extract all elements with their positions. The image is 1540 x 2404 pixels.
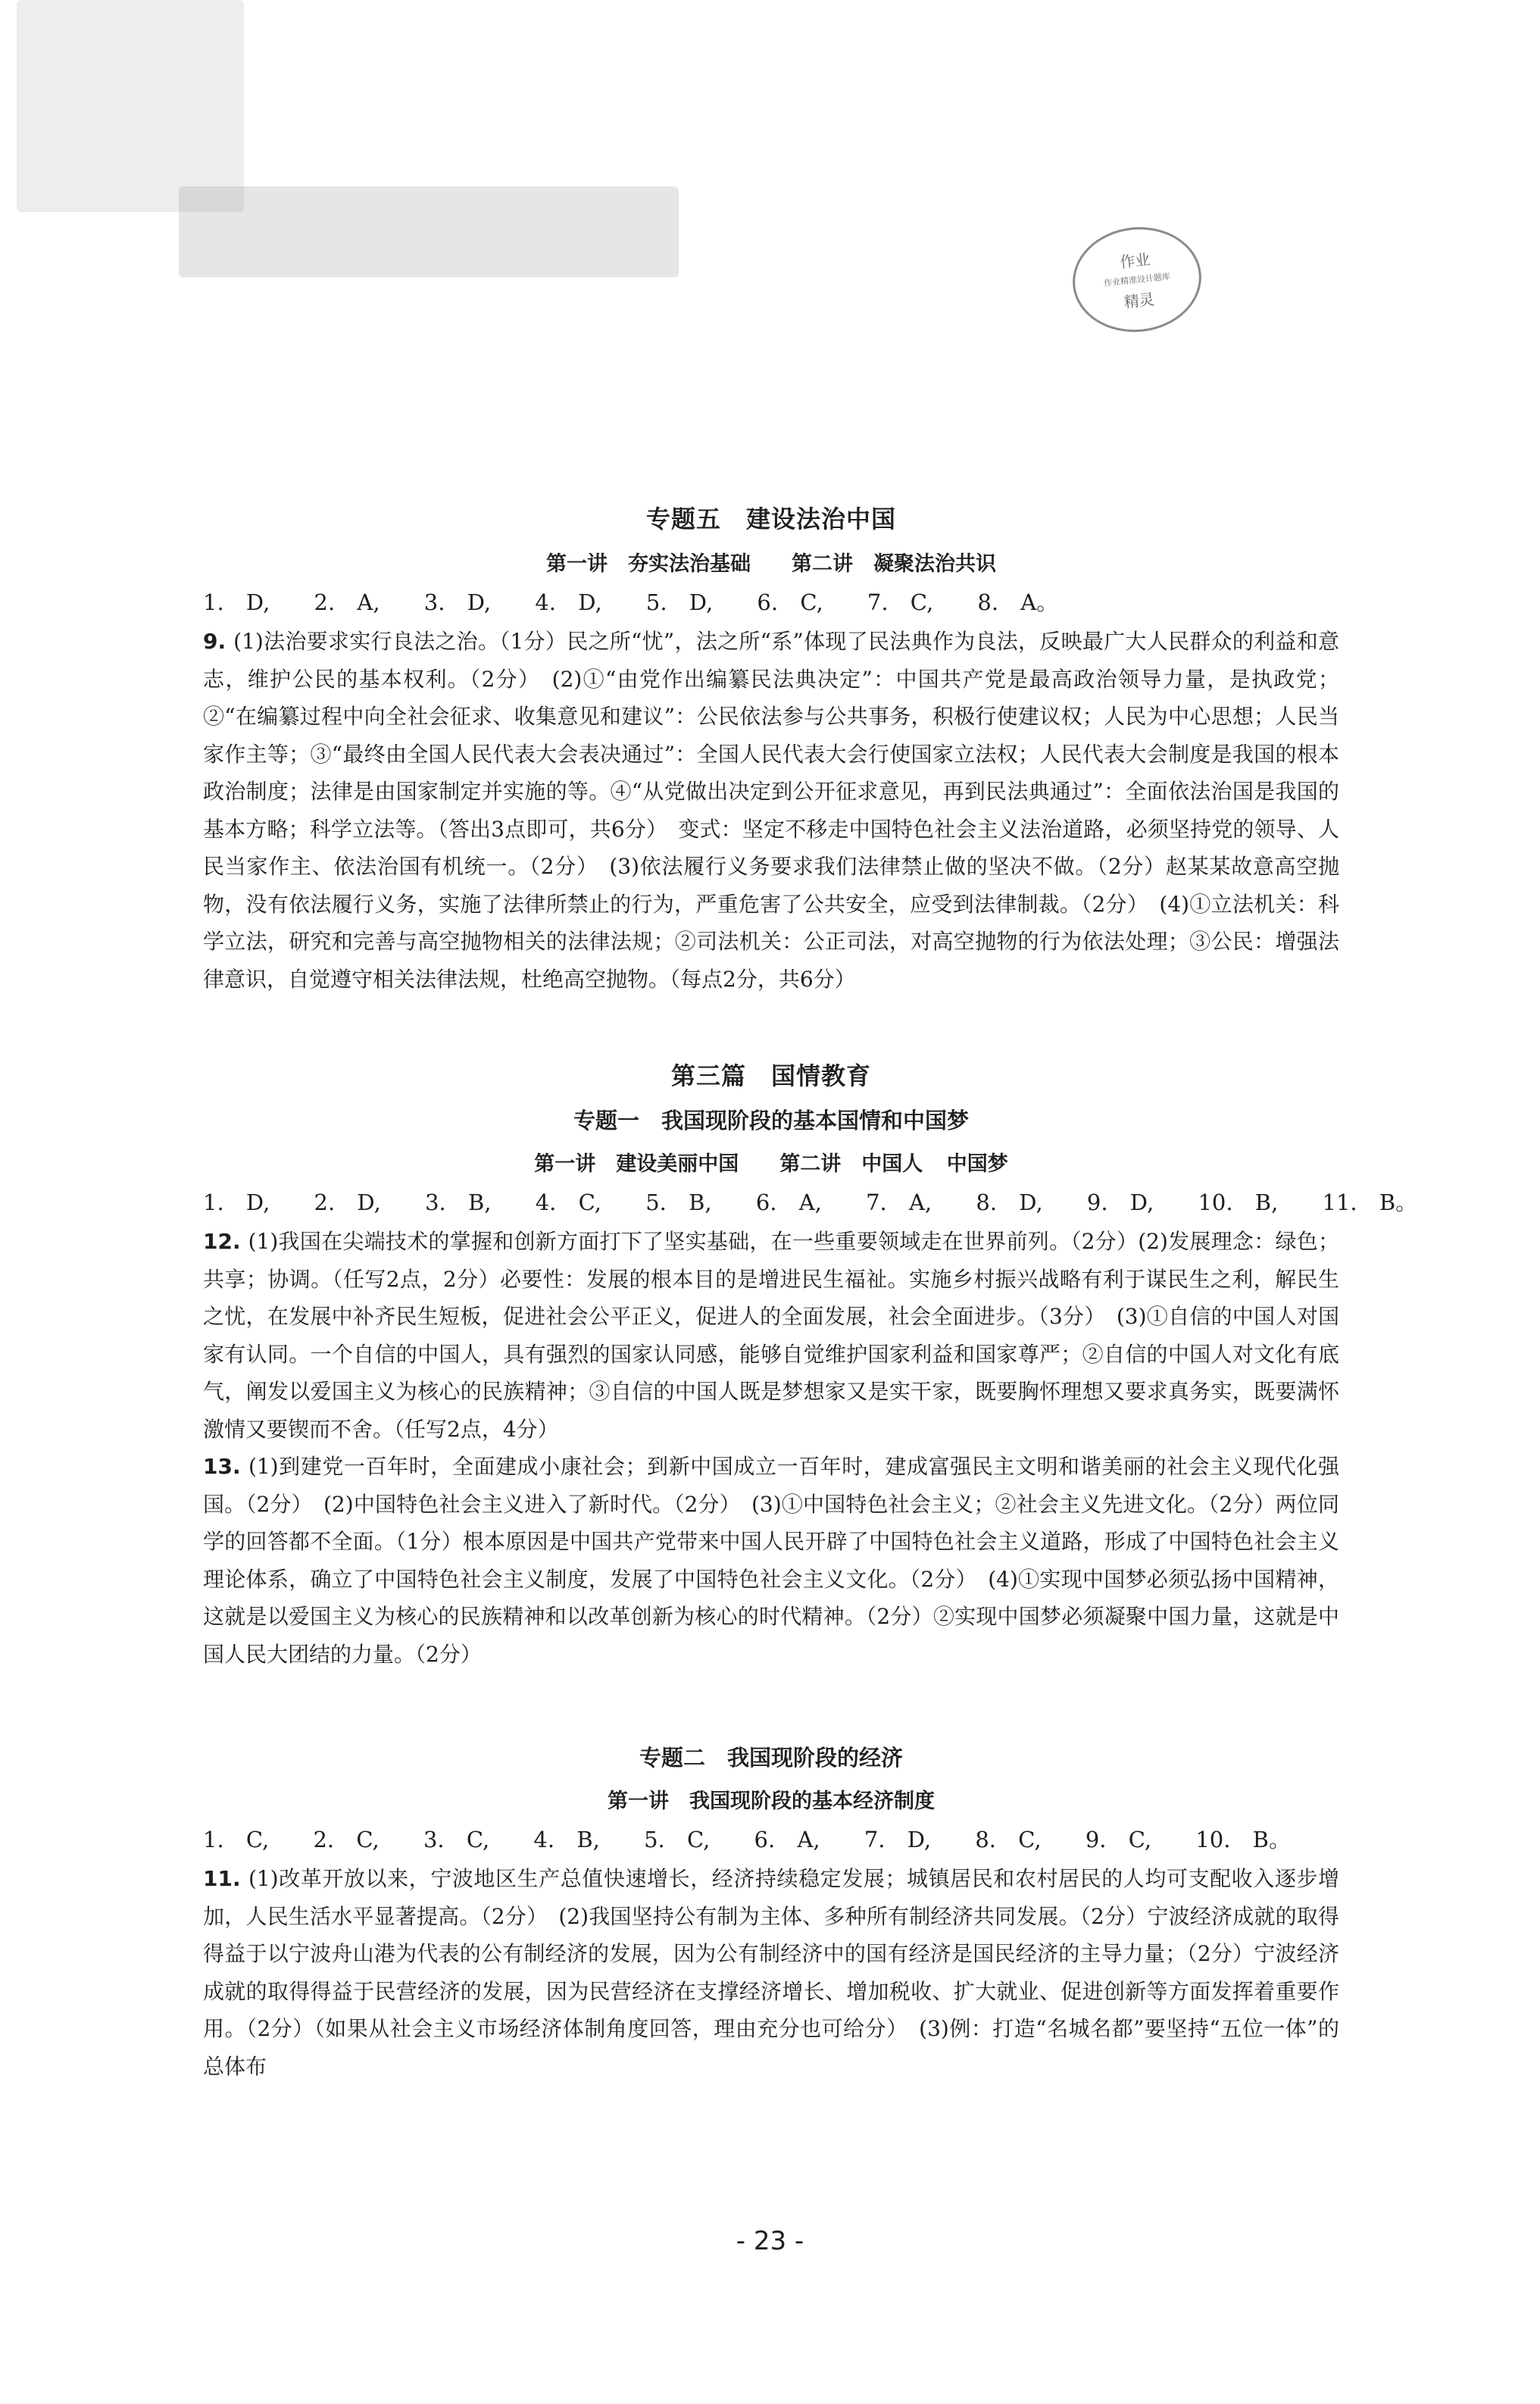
multiple-choice-answers: 1. D, 2. A, 3. D, 4. D, 5. D, 6. C, 7. C, 8. A。: [203, 589, 1059, 615]
lecture-title: 第一讲 建设美丽中国 第二讲 中国人 中国梦: [534, 1152, 1008, 1176]
scan-artifact: [17, 0, 244, 212]
part-title: 第三篇 国情教育: [670, 1061, 871, 1090]
answer-paragraph: 12. (1)我国在尖端技术的掌握和创新方面打下了坚实基础，在一些重要领域走在世界前列。（2分）(2)发展理念：绿色；共享；协调。（任写2点，2分）必要性：发展的根本目的是增进民生福祉。实施乡村振兴战略有利于谋民生之利，解民生之忧，在发展中补齐民生短板，促进社会公平正义，促进人的全面发展，社会全面进步。（3分） (3)①自信的中国人对国家有认同。一个自信的中国人，具有强烈的国家认同感，能够自觉维护国家利益和国家尊严；②自信的中国人对文化有底气，阐发以爱国主义为核心的民族精神；③自信的中国人既是梦想家又是实干家，既要胸怀理想又要求真务实，既要满怀激情又要锲而不舍。（任写2点，4分）: [203, 1229, 1339, 1442]
stamp-seal: 作业 作业精准设计题库 精灵: [1067, 220, 1206, 338]
scan-artifact: [179, 186, 679, 277]
multiple-choice-answers: 1. D, 2. D, 3. B, 4. C, 5. B, 6. A, 7. A, 8. D, 9. D, 10. B, 11. B。: [203, 1189, 1418, 1215]
section-topic-5: [203, 500, 1339, 998]
lecture-title: 第一讲 我国现阶段的基本经济制度: [608, 1790, 935, 1813]
answer-paragraph: 9. (1)法治要求实行良法之治。（1分）民之所“忧”，法之所“系”体现了民法典作为良法，反映最广大人民群众的利益和意志，维护公民的基本权利。（2分） (2)①“由党作出编纂民法典决定”：中国共产党是最高政治领导力量，是执政党；②“在编纂过程中向全社会征求、收集意见和建议”：公民依法参与公共事务，积极行使建议权；人民为中心思想；人民当家作主等；③“最终由全国人民代表大会表决通过”：全国人民代表大会行使国家立法权；人民代表大会制度是我国的根本政治制度；法律是由国家制定并实施的等。④“从党做出决定到公开征求意见，再到民法典通过”：全面依法治国是我国的基本方略；科学立法等。（答出3点即可，共6分） 变式：坚定不移走中国特色社会主义法治道路，必须坚持党的领导、人民当家作主、依法治国有机统一。（2分） (3)依法履行义务要求我们法律禁止做的坚决不做。（2分）赵某某故意高空抛物，没有依法履行义务，实施了法律所禁止的行为，严重危害了公共安全，应受到法律制裁。（2分） (4)①立法机关：科学立法，研究和完善与高空抛物相关的法律法规；②司法机关：公正司法，对高空抛物的行为依法处理；③公民：增强法律意识，自觉遵守相关法律法规，杜绝高空抛物。（每点2分，共6分）: [203, 629, 1339, 992]
multiple-choice-answers: 1. C, 2. C, 3. C, 4. B, 5. C, 6. A, 7. D, 8. C, 9. C, 10. B。: [203, 1827, 1291, 1852]
page-content: [203, 500, 1418, 2085]
answer-paragraph: 13. (1)到建党一百年时，全面建成小康社会；到新中国成立一百年时，建成富强民主文明和谐美丽的社会主义现代化强国。（2分） (2)中国特色社会主义进入了新时代。（2分） (3)①中国特色社会主义；②社会主义先进文化。（2分）两位同学的回答都不全面。（1分）根本原因是中国共产党带来中国人民开辟了中国特色社会主义道路，形成了中国特色社会主义理论体系，确立了中国特色社会主义制度，发展了中国特色社会主义文化。（2分） (4)①实现中国梦必须弘扬中国精神，这就是以爱国主义为核心的民族精神和以改革创新为核心的时代精神。（2分）②实现中国梦必须凝聚中国力量，这就是中国人民大团结的力量。（2分）: [203, 1454, 1339, 1667]
section-title: 专题五 建设法治中国: [645, 505, 896, 533]
lecture-title: 第一讲 夯实法治基础 第二讲 凝聚法治共识: [546, 552, 996, 576]
page-number: - 23 -: [736, 2226, 804, 2256]
answer-paragraph: 11. (1)改革开放以来，宁波地区生产总值快速增长，经济持续稳定发展；城镇居民和农村居民的人均可支配收入逐步增加，人民生活水平显著提高。（2分） (2)我国坚持公有制为主体、多种所有制经济共同发展。（2分）宁波经济成就的取得得益于以宁波舟山港为代表的公有制经济的发展，因为公有制经济中的国有经济是国民经济的主导力量；（2分）宁波经济成就的取得得益于民营经济的发展，因为民营经济在支撑经济增长、增加税收、扩大就业、促进创新等方面发挥着重要作用。（2分）（如果从社会主义市场经济体制角度回答，理由充分也可给分） (3)例：打造“名城名都”要坚持“五位一体”的总体布: [203, 1866, 1339, 2079]
section-part-3: [203, 1057, 1418, 1673]
section-title: 专题一 我国现阶段的基本国情和中国梦: [573, 1108, 969, 1133]
section-title: 专题二 我国现阶段的经济: [639, 1745, 903, 1771]
section-topic-2: [203, 1741, 1339, 2085]
